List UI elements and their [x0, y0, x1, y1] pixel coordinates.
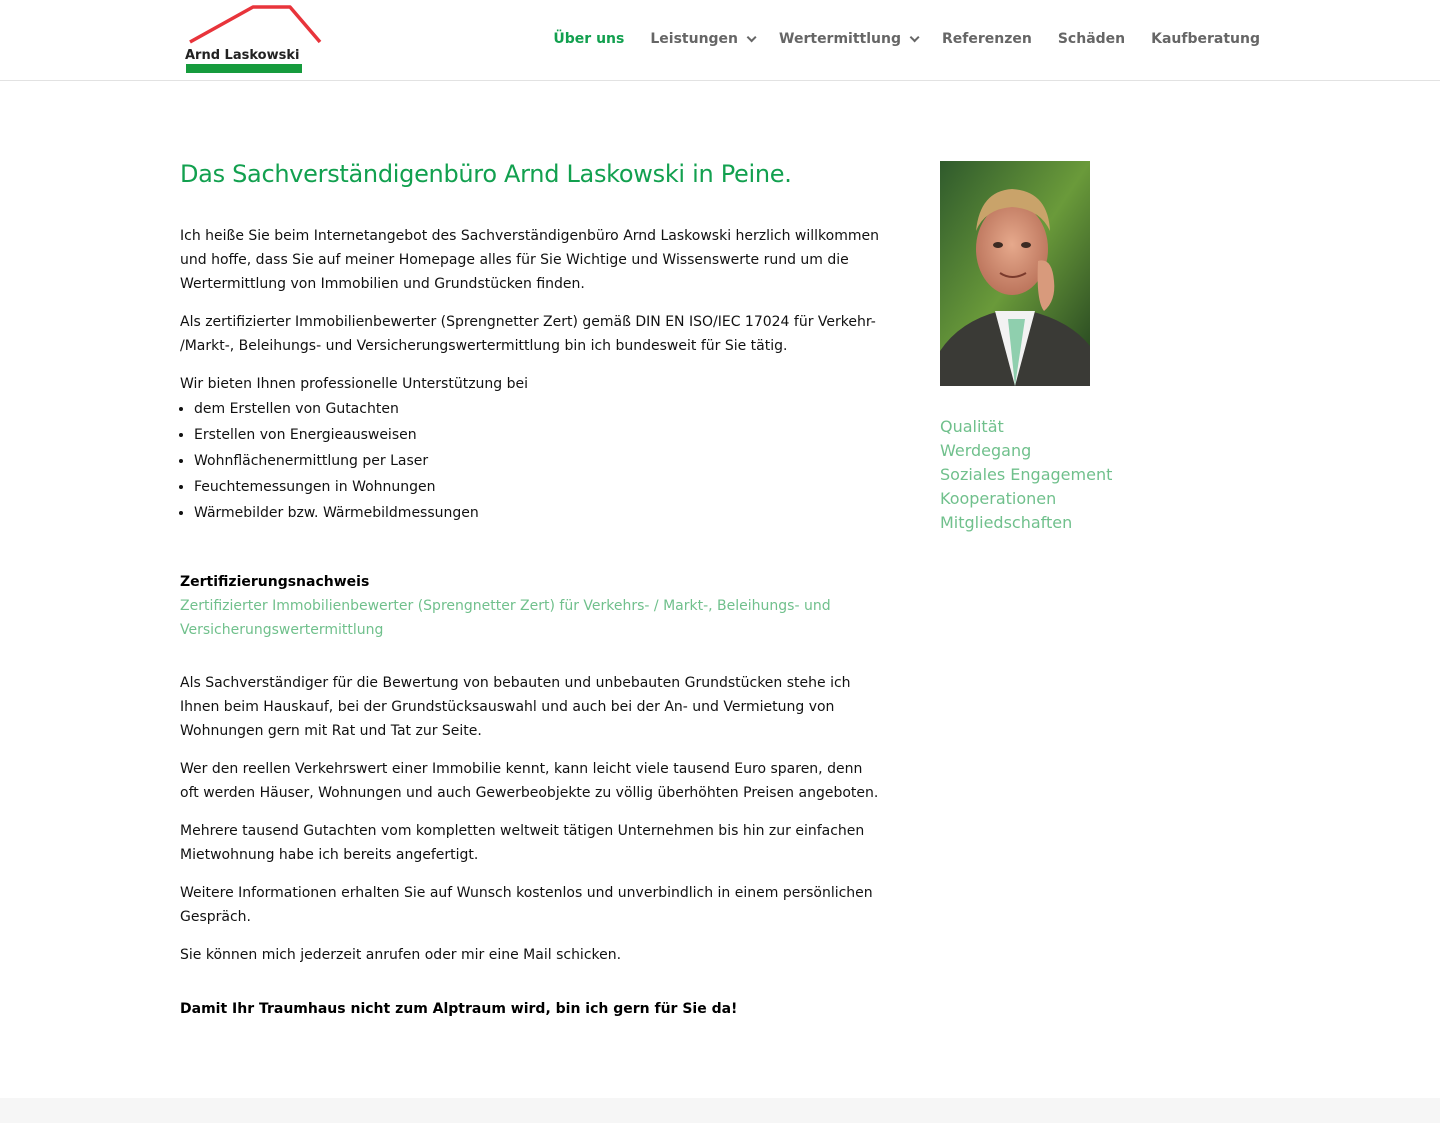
sidebar: [940, 161, 1240, 535]
nav-label: Referenzen: [942, 31, 1032, 47]
intro-paragraph: Ich heiße Sie beim Internetangebot des Sachverständigenbüro Arnd Laskowski herzlich willkommen und hoffe, dass Sie auf meiner Homepage alles für Sie Wichtige und Wissenswerte rund um die Wertermittlung von Immobilien und Grundstücken finden.: [180, 228, 879, 292]
body-paragraph: Weitere Informationen erhalten Sie auf Wunsch kostenlos und unverbindlich in einem persönlichen Gespräch.: [180, 885, 873, 925]
nav-item-leistungen[interactable]: [650, 31, 753, 47]
sidebar-item-soziales-engagement[interactable]: Soziales Engagement: [940, 465, 1113, 484]
cert-heading: Zertifizierungsnachweis: [180, 574, 370, 590]
portrait-image-icon: [940, 161, 1090, 386]
sidebar-item-qualitaet[interactable]: Qualität: [940, 417, 1004, 436]
cert-link[interactable]: Zertifizierter Immobilienbewerter (Sprengnetter Zert) für Verkehrs- / Markt-, Beleihungs- und Versicherungswertermittlung: [180, 598, 831, 638]
list-item: • Feuchtemessungen in Wohnungen: [194, 474, 880, 500]
main-content: [180, 160, 880, 1021]
main-nav: [527, 31, 1260, 47]
certified-paragraph: Als zertifizierter Immobilienbewerter (Sprengnetter Zert) gemäß DIN EN ISO/IEC 17024 für Verkehr- /Markt-, Beleihungs- und Versicherungswertermittlung bin ich bundesweit für Sie tätig.: [180, 314, 876, 354]
site-logo[interactable]: [184, 4, 322, 76]
list-item: • Wärmebilder bzw. Wärmebildmessungen: [194, 500, 880, 526]
list-item: • Erstellen von Energieausweisen: [194, 422, 880, 448]
nav-label: Wertermittlung: [779, 31, 901, 47]
nav-item-referenzen[interactable]: [942, 31, 1032, 47]
nav-label: Kaufberatung: [1151, 31, 1260, 47]
sidebar-item-kooperationen[interactable]: Kooperationen: [940, 489, 1057, 508]
page-title: Das Sachverständigenbüro Arnd Laskowski in Peine.: [180, 160, 792, 188]
sidebar-item-werdegang[interactable]: Werdegang: [940, 441, 1032, 460]
nav-item-kaufberatung[interactable]: [1151, 31, 1260, 47]
house-roof-logo-icon: [184, 4, 322, 76]
services-intro: Wir bieten Ihnen professionelle Unterstützung bei: [180, 376, 529, 392]
services-list: [180, 396, 880, 526]
nav-item-wertermittlung[interactable]: [779, 31, 916, 47]
sidebar-item-mitgliedschaften[interactable]: Mitgliedschaften: [940, 513, 1073, 532]
site-footer: [0, 1098, 1440, 1123]
nav-item-ueber-uns[interactable]: [553, 31, 624, 47]
list-item: • Wohnflächenermittlung per Laser: [194, 448, 880, 474]
logo-wordmark: Arnd Laskowski: [185, 48, 300, 63]
portrait-photo: [940, 161, 1090, 386]
chevron-down-icon: [910, 32, 920, 42]
nav-label: Schäden: [1057, 31, 1126, 47]
body-paragraph: Mehrere tausend Gutachten vom kompletten weltweit tätigen Unternehmen bis hin zur einfachen Mietwohnung habe ich bereits angefertigt.: [180, 823, 865, 863]
nav-item-schaeden[interactable]: [1058, 31, 1125, 47]
chevron-down-icon: [747, 32, 757, 42]
nav-label: Leistungen: [650, 31, 739, 47]
nav-label: Über uns: [553, 31, 625, 47]
list-item: • dem Erstellen von Gutachten: [194, 396, 880, 422]
body-paragraph: Als Sachverständiger für die Bewertung von bebauten und unbebauten Grundstücken stehe ich Ihnen beim Hauskauf, bei der Grundstücksauswahl und auch bei der An- und Vermietung von Wohnungen gern mit Rat und Tat zur Seite.: [180, 675, 851, 739]
body-paragraph: Wer den reellen Verkehrswert einer Immobilie kennt, kann leicht viele tausend Euro sparen, denn oft werden Häuser, Wohnungen und auch Gewerbeobjekte zu völlig überhöhten Preisen angeboten.: [180, 761, 879, 801]
sidebar-links: [940, 415, 1240, 535]
body-paragraph: Sie können mich jederzeit anrufen oder mir eine Mail schicken.: [180, 947, 622, 963]
site-header: [0, 0, 1440, 81]
closing-statement: Damit Ihr Traumhaus nicht zum Alptraum wird, bin ich gern für Sie da!: [180, 1001, 738, 1017]
